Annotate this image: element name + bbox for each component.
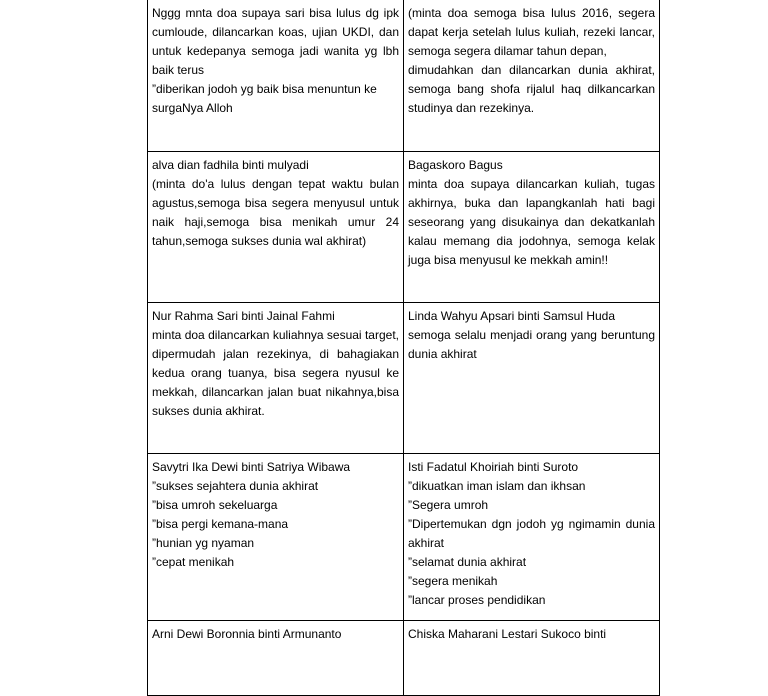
table-row <box>148 303 660 454</box>
table-cell <box>148 0 404 152</box>
table-cell <box>404 454 660 621</box>
cell-text: semoga selalu menjadi orang yang beruntung dunia akhirat <box>408 328 655 361</box>
table-row <box>148 621 660 696</box>
cell-text: ”dikuatkan iman islam dan ikhsan <box>408 479 586 493</box>
person-name: Savytri Ika Dewi binti Satriya Wibawa <box>152 460 351 474</box>
cell-text: ”bisa pergi kemana-mana <box>152 517 289 531</box>
table-row <box>148 454 660 621</box>
cell-text: (minta do'a lulus dengan tepat waktu bulan agustus,semoga bisa segera menyusul untuk naik haji,semoga bisa menikah umur 24 tahun,semoga sukses dunia wal akhirat) <box>152 177 399 248</box>
cell-text: ”segera menikah <box>408 574 498 588</box>
cell-text: ”sukses sejahtera dunia akhirat <box>152 479 319 493</box>
table-cell <box>404 0 660 152</box>
table-cell <box>148 303 404 454</box>
person-name: Isti Fadatul Khoiriah binti Suroto <box>408 460 579 474</box>
cell-text: ”lancar proses pendidikan <box>408 593 546 607</box>
table-cell <box>404 152 660 303</box>
person-name: Arni Dewi Boronnia binti Armunanto <box>152 627 342 641</box>
cell-text: ”Segera umroh <box>408 498 489 512</box>
cell-text: minta doa dilancarkan kuliahnya sesuai target, dipermudah jalan rezekinya, di bahagiakan kedua orang tuanya, bisa segera nyusul ke mekkah, dilancarkan jalan buat nikahnya,bisa sukses dunia akhirat. <box>152 328 399 418</box>
cell-text: ”cepat menikah <box>152 555 235 569</box>
cell-text: (minta doa semoga bisa lulus 2016, segera dapat kerja setelah lulus kuliah, rezeki lancar, semoga segera dilamar tahun depan, <box>408 6 655 58</box>
cell-text: ”Dipertemukan dgn jodoh yg ngimamin dunia akhirat <box>408 517 655 550</box>
prayer-request-table <box>147 0 660 696</box>
cell-text: ”hunian yg nyaman <box>152 536 255 550</box>
person-name: alva dian fadhila binti mulyadi <box>152 158 309 172</box>
cell-text: ”diberikan jodoh yg baik bisa menuntun ke surgaNya Alloh <box>152 82 377 115</box>
cell-text: ”bisa umroh sekeluarga <box>152 498 278 512</box>
table-cell <box>148 454 404 621</box>
person-name: Chiska Maharani Lestari Sukoco binti <box>408 627 607 641</box>
person-name: Linda Wahyu Apsari binti Samsul Huda <box>408 309 615 323</box>
table-cell <box>404 303 660 454</box>
table-cell <box>148 621 404 696</box>
cell-text: dimudahkan dan dilancarkan dunia akhirat, semoga bang shofa rijalul haq dilkancarkan studinya dan rezekinya. <box>408 63 655 115</box>
cell-text: Nggg mnta doa supaya sari bisa lulus dg ipk cumloude, dilancarkan koas, ujian UKDI, dan untuk kedepanya semoga jadi wanita yg lbh baik terus <box>152 6 399 77</box>
person-name: Nur Rahma Sari binti Jainal Fahmi <box>152 309 335 323</box>
cell-text: ”selamat dunia akhirat <box>408 555 527 569</box>
person-name: Bagaskoro Bagus <box>408 158 503 172</box>
table-row <box>148 0 660 152</box>
table-cell <box>148 152 404 303</box>
table-cell <box>404 621 660 696</box>
table-row <box>148 152 660 303</box>
cell-text: minta doa supaya dilancarkan kuliah, tugas akhirnya, buka dan lapangkanlah hati bagi seseorang yang disukainya dan dekatkanlah kalau memang dia jodohnya, semoga kelak juga bisa menyusul ke mekkah amin!! <box>408 177 655 267</box>
